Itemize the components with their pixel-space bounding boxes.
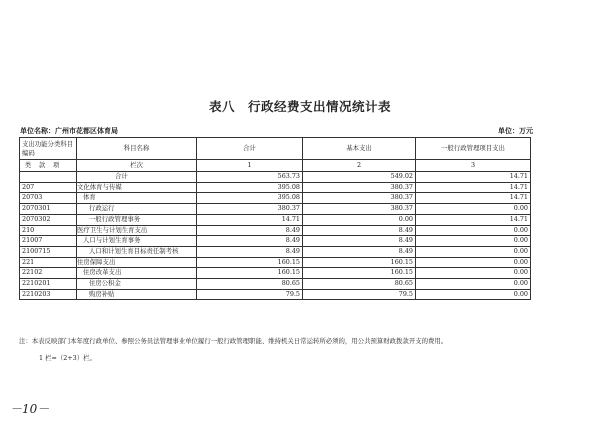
header-row bbox=[20, 138, 531, 160]
row-project: 14.71 bbox=[416, 193, 531, 204]
row-total: 8.49 bbox=[197, 246, 303, 257]
row-name: 医疗卫生与计划生育支出 bbox=[77, 225, 197, 236]
row-total: 563.73 bbox=[197, 172, 303, 183]
row-total: 160.15 bbox=[197, 268, 303, 279]
row-basic: 380.37 bbox=[303, 204, 416, 215]
row-basic: 380.37 bbox=[303, 182, 416, 193]
row-basic: 0.00 bbox=[303, 214, 416, 225]
row-code: 221 bbox=[20, 257, 77, 268]
row-basic: 8.49 bbox=[303, 236, 416, 247]
row-name: 体育 bbox=[77, 193, 197, 204]
row-name: 人口与计划生育事务 bbox=[77, 236, 197, 247]
row-name: 行政运行 bbox=[77, 204, 197, 215]
row-code: 2070302 bbox=[20, 214, 77, 225]
table-row bbox=[20, 236, 531, 247]
table-row bbox=[20, 268, 531, 279]
row-code: 207 bbox=[20, 182, 77, 193]
row-code: 2210201 bbox=[20, 279, 77, 290]
expense-table bbox=[19, 137, 531, 300]
row-total: 14.71 bbox=[197, 214, 303, 225]
row-project: 0.00 bbox=[416, 268, 531, 279]
row-project: 0.00 bbox=[416, 289, 531, 300]
seq-label: 栏次 bbox=[77, 160, 197, 172]
code-parts bbox=[20, 160, 77, 172]
row-code: 21007 bbox=[20, 236, 77, 247]
row-name: 人口和计划生育目标责任制考核 bbox=[77, 246, 197, 257]
row-code: 22102 bbox=[20, 268, 77, 279]
seq-row bbox=[20, 160, 531, 172]
row-basic: 160.15 bbox=[303, 257, 416, 268]
row-project: 0.00 bbox=[416, 236, 531, 247]
unit-name: 单位名称：广州市花都区体育局 bbox=[20, 126, 118, 135]
row-code: 2100715 bbox=[20, 246, 77, 257]
table-row bbox=[20, 279, 531, 290]
header-total: 合计 bbox=[197, 138, 303, 160]
header-code: 支出功能分类科目编码 bbox=[20, 138, 77, 160]
row-total: 8.49 bbox=[197, 225, 303, 236]
row-total: 80.65 bbox=[197, 279, 303, 290]
row-project: 0.00 bbox=[416, 225, 531, 236]
row-basic: 8.49 bbox=[303, 246, 416, 257]
row-total: 79.5 bbox=[197, 289, 303, 300]
header-name: 科目名称 bbox=[77, 138, 197, 160]
row-name: 合计 bbox=[77, 172, 197, 183]
row-code: 2070301 bbox=[20, 204, 77, 215]
row-code: 20703 bbox=[20, 193, 77, 204]
row-basic: 8.49 bbox=[303, 225, 416, 236]
table-row bbox=[20, 172, 531, 183]
currency-unit: 单位：万元 bbox=[498, 126, 533, 135]
table-row bbox=[20, 225, 531, 236]
table-row bbox=[20, 214, 531, 225]
row-code: 210 bbox=[20, 225, 77, 236]
row-name: 文化体育与传媒 bbox=[77, 182, 197, 193]
table-row bbox=[20, 257, 531, 268]
row-basic: 79.5 bbox=[303, 289, 416, 300]
seq-2: 2 bbox=[303, 160, 416, 172]
table-formula-note: 1 栏=（2+3）栏。 bbox=[39, 354, 96, 362]
page-number: －10－ bbox=[10, 402, 50, 416]
row-basic: 380.37 bbox=[303, 193, 416, 204]
row-total: 380.37 bbox=[197, 204, 303, 215]
row-basic: 160.15 bbox=[303, 268, 416, 279]
row-project: 0.00 bbox=[416, 279, 531, 290]
row-name: 住房保障支出 bbox=[77, 257, 197, 268]
code-part-item: 项 bbox=[52, 161, 60, 169]
table-row bbox=[20, 289, 531, 300]
header-project: 一般行政管理项目支出 bbox=[416, 138, 531, 160]
seq-1: 1 bbox=[197, 160, 303, 172]
row-total: 160.15 bbox=[197, 257, 303, 268]
row-total: 395.08 bbox=[197, 193, 303, 204]
header-basic: 基本支出 bbox=[303, 138, 416, 160]
page-title: 表八 行政经费支出情况统计表 bbox=[208, 99, 391, 114]
code-part-section: 款 bbox=[38, 161, 46, 169]
table-note: 注：本表反映部门本年度行政单位、参照公务员法管理事业单位履行一般行政管理职能、维持机关日常运转所必须的，用公共预算财政拨款开支的费用。 bbox=[19, 337, 448, 345]
table-row bbox=[20, 193, 531, 204]
row-basic: 80.65 bbox=[303, 279, 416, 290]
row-project: 14.71 bbox=[416, 182, 531, 193]
row-code: 2210203 bbox=[20, 289, 77, 300]
row-name: 一般行政管理事务 bbox=[77, 214, 197, 225]
code-part-category: 类 bbox=[24, 161, 32, 169]
row-name: 购房补贴 bbox=[77, 289, 197, 300]
row-name: 住房改革支出 bbox=[77, 268, 197, 279]
seq-3: 3 bbox=[416, 160, 531, 172]
row-project: 0.00 bbox=[416, 257, 531, 268]
row-total: 8.49 bbox=[197, 236, 303, 247]
table-row bbox=[20, 246, 531, 257]
row-project: 0.00 bbox=[416, 246, 531, 257]
row-project: 0.00 bbox=[416, 204, 531, 215]
table-row bbox=[20, 204, 531, 215]
table-row bbox=[20, 182, 531, 193]
row-project: 14.71 bbox=[416, 172, 531, 183]
row-project: 14.71 bbox=[416, 214, 531, 225]
row-total: 395.08 bbox=[197, 182, 303, 193]
row-basic: 549.02 bbox=[303, 172, 416, 183]
row-name: 住房公积金 bbox=[77, 279, 197, 290]
row-code bbox=[20, 172, 77, 183]
